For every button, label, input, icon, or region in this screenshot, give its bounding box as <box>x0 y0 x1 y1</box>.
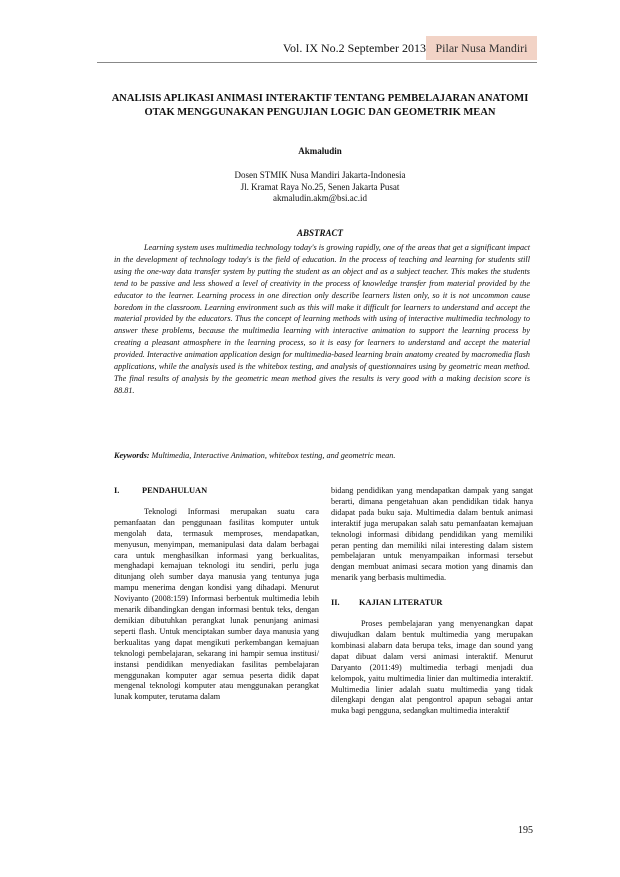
author-email: akmaludin.akm@bsi.ac.id <box>272 193 368 203</box>
header-journal-badge: Pilar Nusa Mandiri <box>426 36 537 60</box>
page-number: 195 <box>518 825 533 836</box>
intro-paragraph-2: bidang pendidikan yang mendapatkan dampak yang sangat berarti, dimana pengetahuan akan pendidikan tidak hanya didapat pada buku saja. Multimedia dalam bentuk animasi interaktif juga merupakan salah satu pemanfaatan kemajuan teknologi informasi dibidang pendidikan yang memiliki peran penting dan memiliki nilai interesting dalam sistem pembelajaran untuk menyampaikan informasi tersebut dengan membuat animasi secara motion yang dinamis dan menarik yang berbasis multimedia. <box>331 486 533 583</box>
section-heading-literature <box>331 598 533 609</box>
affiliation <box>110 170 530 205</box>
section-title: PENDAHULUAN <box>142 486 208 495</box>
abstract-body: Learning system uses multimedia technology today's is growing rapidly, one of the areas that get a significant impact in the development of technology today's is the field of education. In the process of teaching and learning for students still using the one-way data transfer system by putting the student as an object and as a subject teacher. This makes the students tend to be passive and less showed a level of creativity in the process of knowledge transfer from material provided by the educator to the learner. Learning process in one direction only describe learners listen only, so it is not uncommon cause boredom in the classroom. Learning environment such as this will make it difficult for learners to understand and accept the material provided by the educators. Thus the concept of learning methods with using of interactive multimedia technology to answer these problems, because the multimedia learning with interactive animation to support the learning process by creating a pleasant atmosphere in the learning process, so it is easy for learners to understand and accept the material provided. Interactive animation application design for multimedia-based learning brain anatomy created by macromedia flash applications, while the analysis used is the whitebox testing, and analysis of questionnaires using by geometric mean method. The final results of analysis by the geometric mean method gives the results is very good with a making decision score is 88.81. <box>114 243 530 395</box>
header-rule <box>97 62 537 63</box>
abstract-heading: ABSTRACT <box>296 228 343 238</box>
column-right <box>331 486 533 727</box>
affiliation-line-1: Dosen STMIK Nusa Mandiri Jakarta-Indonesia <box>234 170 406 180</box>
section-heading-intro <box>114 486 319 497</box>
section-number: II. <box>331 598 340 608</box>
section-title: KAJIAN LITERATUR <box>359 598 443 608</box>
keywords-text: Multimedia, Interactive Animation, whitebox testing, and geometric mean. <box>151 451 396 460</box>
section-number: I. <box>114 486 120 495</box>
literature-paragraph-1: Proses pembelajaran yang menyenangkan dapat diwujudkan dalam bentuk multimedia yang merupakan kombinasi alabarn data berupa teks, image dan sound yang dapat dibuat dalam versi animasi interaktif. Menurut Daryanto (2011:49) multimedia terbagi menjadi dua kelompok, yaitu multimedia linier dan multimedia interaktif. Multimedia linier adalah suatu multimedia yang tidak dilengkapi dengan alat pengontrol apapun sebagai antar muka bagi pengguna, sedangkan multimedia interaktif <box>331 619 533 716</box>
intro-paragraph-1: Teknologi Informasi merupakan suatu cara pemanfaatan dan penggunaan fasilitas komputer untuk mengolah data, termasuk memproses, mendapatkan, menyusun, menyimpan, memanipulasi data dalam berbagai cara untuk menghasilkan informasi yang berkualitas, menghadapi kemajuan teknologi itu sendiri, perlu juga ditunjang oleh sumber daya manusia yang tentunya juga mampu menerima dengan kondisi yang dihadapi. Menurut Noviyanto (2008:159) Informasi berbentuk multimedia lebih menarik dibandingkan dengan informasi bentuk teks, dengan demikian dibutuhkan perangkat lunak penunjang animasi seperti flash. Untuk menciptakan sumber daya manusia yang berkualitas yang dapat mengikuti perkembangan kemajuan teknologi pembelajaran, sekarang ini hampir semua institusi/ instansi pendidikan menyediakan fasilitas pembelajaran menggunakan komputer agar semua peserta didik dapat mengenal teknologi komputer atau menggunakan perangkat lunak komputer, terutama dalam <box>114 506 319 702</box>
column-left <box>114 486 319 713</box>
keywords <box>114 450 530 461</box>
header-volume: Vol. IX No.2 September 2013 <box>282 41 426 55</box>
author-name: Akmaludin <box>298 146 342 156</box>
keywords-label: Keywords: <box>114 451 150 460</box>
affiliation-line-2: Jl. Kramat Raya No.25, Senen Jakarta Pusat <box>240 181 400 192</box>
paper-title: ANALISIS APLIKASI ANIMASI INTERAKTIF TENTANG PEMBELAJARAN ANATOMI OTAK MENGGUNAKAN PENGUJIAN LOGIC DAN GEOMETRIK MEAN <box>111 93 529 118</box>
